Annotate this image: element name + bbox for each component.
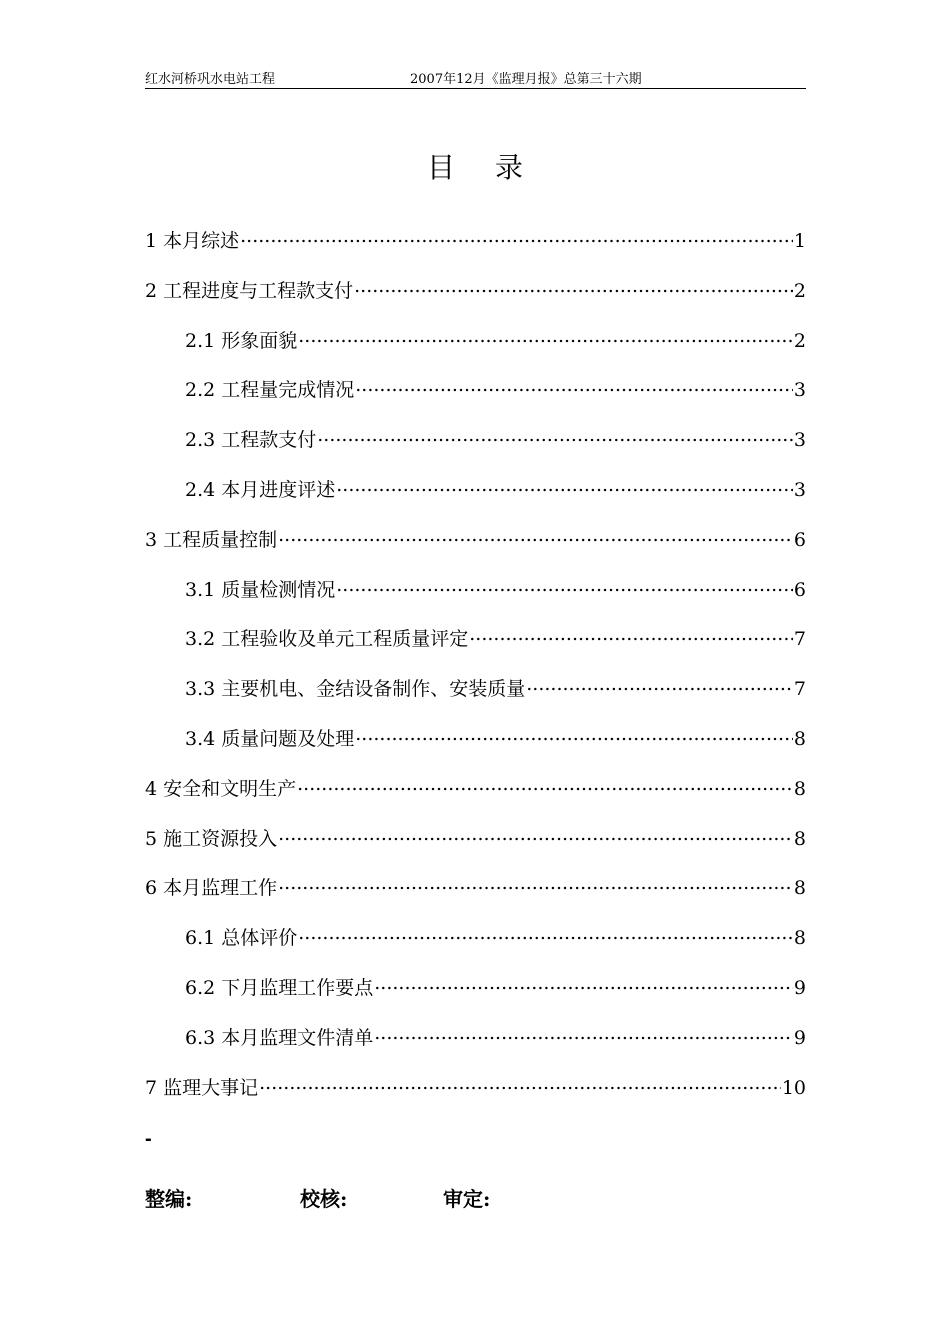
toc-entry-label: 3.3 主要机电、金结设备制作、安装质量 (185, 678, 526, 701)
toc-entry[interactable] (145, 474, 806, 524)
toc-entry-page: 8 (793, 927, 806, 950)
toc-entry-page: 8 (793, 727, 806, 750)
toc-entry-label: 1 本月综述 (145, 230, 240, 252)
toc-leader-dots (355, 374, 793, 396)
toc-leader-dots (355, 723, 793, 745)
toc-entry-label: 6 本月监理工作 (145, 877, 278, 900)
toc-leader-dots (259, 1072, 781, 1094)
toc-entry-page: 1 (793, 230, 806, 252)
toc-entry-label: 2.4 本月进度评述 (185, 478, 336, 501)
toc-leader-dots (297, 773, 793, 795)
page-header (145, 66, 806, 89)
toc-entry[interactable] (145, 574, 806, 624)
separator-dash: - (145, 1128, 152, 1150)
toc-entry-label: 2.3 工程款支付 (185, 429, 317, 452)
toc-leader-dots (526, 673, 793, 695)
toc-entry-label: 3.4 质量问题及处理 (185, 727, 355, 750)
signoff-approver: 审定: (443, 1187, 491, 1211)
toc-entry-page: 2 (793, 329, 806, 352)
toc-entry[interactable] (145, 374, 806, 424)
toc-entry-label: 2 工程进度与工程款支付 (145, 279, 354, 302)
toc-entry-label: 3.1 质量检测情况 (185, 578, 336, 601)
toc-leader-dots (278, 823, 793, 845)
toc-entry-label: 6.1 总体评价 (185, 927, 298, 950)
toc-entry-page: 10 (781, 1076, 806, 1099)
toc-entry[interactable] (145, 424, 806, 474)
toc-entry[interactable] (145, 972, 806, 1022)
toc-entry-label: 6.2 下月监理工作要点 (185, 976, 374, 999)
toc-leader-dots (298, 325, 793, 347)
toc-entry-label: 2.1 形象面貌 (185, 329, 298, 352)
toc-entry[interactable] (145, 673, 806, 723)
toc-entry-label: 3.2 工程验收及单元工程质量评定 (185, 628, 469, 651)
toc-entry-page: 8 (793, 827, 806, 850)
toc-entry-page: 9 (793, 976, 806, 999)
toc-entry-label: 2.2 工程量完成情况 (185, 379, 355, 402)
toc-entry[interactable] (145, 922, 806, 972)
toc-leader-dots (354, 275, 793, 297)
toc-entry-page: 6 (793, 528, 806, 551)
toc-leader-dots (240, 225, 793, 247)
toc-entry[interactable] (145, 325, 806, 375)
toc-entry-page: 3 (793, 478, 806, 501)
toc-entry-label: 5 施工资源投入 (145, 827, 278, 850)
toc-entry-page: 8 (793, 877, 806, 900)
toc-entry-page: 8 (793, 777, 806, 800)
toc-entry-page: 7 (793, 678, 806, 701)
toc-leader-dots (317, 424, 793, 446)
toc-entry[interactable] (145, 275, 806, 325)
signoff-checker: 校核: (300, 1187, 348, 1211)
toc-entry[interactable] (145, 1072, 806, 1122)
toc-entry[interactable] (145, 623, 806, 673)
toc-entry[interactable] (145, 723, 806, 773)
toc-entry-page: 2 (793, 279, 806, 302)
toc-entry-page: 6 (793, 578, 806, 601)
toc-entry[interactable] (145, 225, 806, 275)
toc-entry[interactable] (145, 524, 806, 574)
table-of-contents (145, 225, 806, 1121)
page-title: 目录 (426, 151, 563, 184)
signoff-compiler: 整编: (145, 1187, 193, 1211)
toc-entry-page: 3 (793, 379, 806, 402)
toc-leader-dots (374, 1022, 793, 1044)
toc-entry-page: 3 (793, 429, 806, 452)
toc-leader-dots (278, 872, 793, 894)
toc-entry-label: 7 监理大事记 (145, 1076, 259, 1099)
toc-leader-dots (298, 922, 793, 944)
toc-leader-dots (469, 623, 793, 645)
toc-entry-label: 4 安全和文明生产 (145, 777, 297, 800)
toc-entry-label: 3 工程质量控制 (145, 528, 278, 551)
toc-entry-page: 7 (793, 628, 806, 651)
toc-leader-dots (278, 524, 793, 546)
header-issue-info: 2007年12月《监理月报》总第三十六期 (410, 72, 642, 87)
toc-entry[interactable] (145, 872, 806, 922)
toc-entry-label: 6.3 本月监理文件清单 (185, 1026, 374, 1049)
toc-entry[interactable] (145, 1022, 806, 1072)
header-project-name: 红水河桥巩水电站工程 (145, 72, 276, 87)
toc-leader-dots (374, 972, 793, 994)
toc-entry-page: 9 (793, 1026, 806, 1049)
toc-entry[interactable] (145, 773, 806, 823)
toc-leader-dots (336, 474, 793, 496)
toc-leader-dots (336, 574, 793, 596)
toc-entry[interactable] (145, 823, 806, 873)
